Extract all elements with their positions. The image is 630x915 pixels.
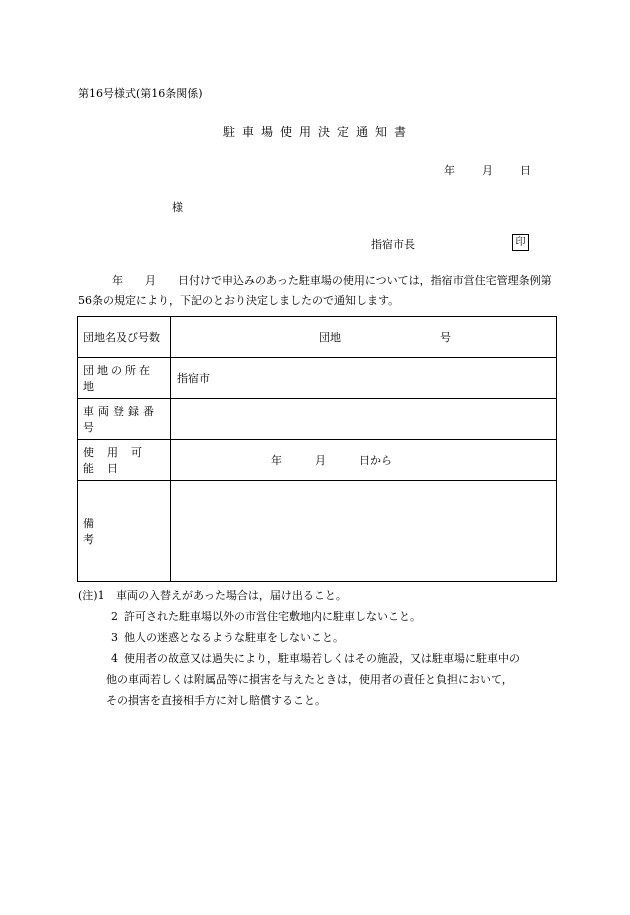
row-value-danchi: 団地 号 [171,317,557,358]
sender-name: 指宿市長 [371,238,415,251]
row-value-start-date: 年 月 日から [171,440,557,481]
date-year: 年 [444,164,455,177]
row-label-start-date: 使用可能日 [78,440,171,481]
table-row [78,317,557,358]
note-item [78,648,568,669]
note-text: 使用者の故意又は過失により，駐車場若しくはその施設，又は駐車場に駐車中の [124,652,520,665]
note-text: 他人の迷惑となるような駐車をしないこと。 [124,631,344,644]
form-number-label: 第16号様式(第16条関係) [78,87,203,100]
table-row [78,358,557,399]
date-day: 日 [520,164,531,177]
note-prefix: (注)1 [78,589,105,602]
note-number: 4 [111,652,118,665]
note-continuation: 他の車両若しくは附属品等に損害を与えたときは，使用者の責任と負担において， [106,673,513,686]
body-text: 年 月 日付けで申込みのあった駐車場の使用については，指宿市営住宅管理条例第56条の規定により，下記のとおり決定しましたので通知します。 [78,274,552,307]
seal-box: 印 [512,234,529,251]
issue-date [444,162,531,178]
note-item [78,585,568,606]
addressee: 様 [172,201,183,214]
row-label-danchi: 団地名及び号数 [78,317,171,358]
row-label-remarks: 備考 [78,481,171,582]
notes-section [78,585,568,711]
note-item [78,627,568,648]
detail-table [77,316,557,582]
note-number: 3 [111,631,118,644]
table-row [78,440,557,481]
note-item [78,606,568,627]
row-label-location: 団地の所在地 [78,358,171,399]
date-month: 月 [482,164,493,177]
note-text: 許可された駐車場以外の市営住宅敷地内に駐車しないこと。 [124,610,421,623]
table-row [78,399,557,440]
note-number: 2 [111,610,118,623]
row-value-location: 指宿市 [171,358,557,399]
row-value-vehicle [171,399,557,440]
row-label-vehicle: 車両登録番号 [78,399,171,440]
row-value-remarks [171,481,557,582]
document-title: 駐車場使用決定通知書 [222,125,413,139]
note-text: 車両の入替えがあった場合は，届け出ること。 [116,589,347,602]
table-row [78,481,557,582]
note-continuation: その損害を直接相手方に対し賠償すること。 [106,694,326,707]
